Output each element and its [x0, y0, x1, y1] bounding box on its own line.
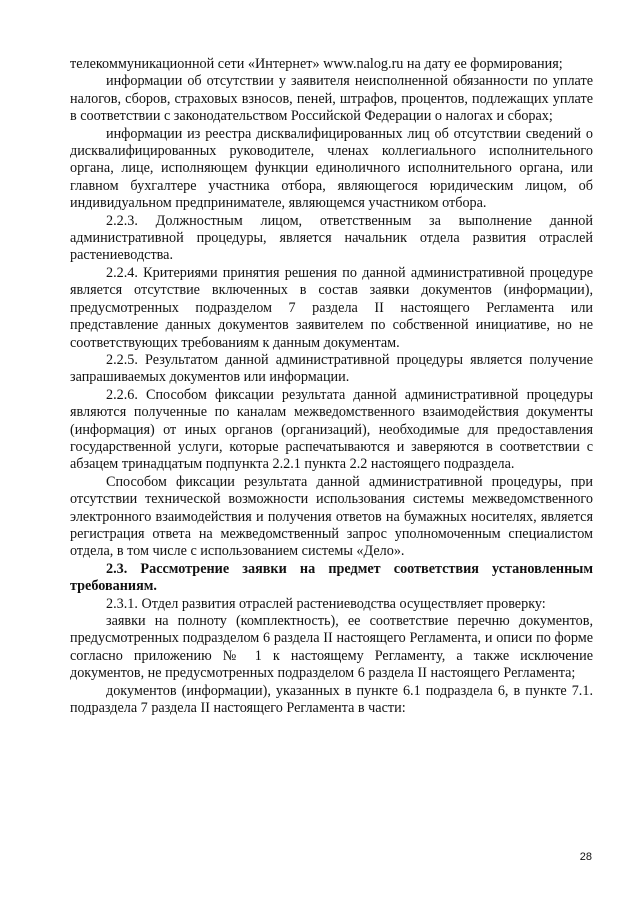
paragraph-2-3-1: 2.3.1. Отдел развития отраслей растениеводства осуществляет проверку: [106, 595, 546, 612]
paragraph-tax-obligations: информации об отсутствии у заявителя неисполненной обязанности по уплате налогов, сборов, страховых взносов, пеней, штрафов, процентов, подлежащих уплате в соответствии с законодательством Российской Федерации о налогах и сборах; [70, 73, 593, 125]
paragraph-disqualified-registry: информации из реестра дисквалифицированных лиц об отсутствии сведений о дисквалифицированных руководителе, членах коллегиального исполнительного органа, лице, исполняющем функции единоличного исполнительного органа, или главном бухгалтере участника отбора, являющегося юридическим лицом, об индивидуальном предпринимателе, являющемся участником отбора. [70, 125, 593, 212]
section-heading-2-3: 2.3. Рассмотрение заявки на предмет соответствия установленным требованиям. [70, 560, 593, 595]
paragraph-2-2-4: 2.2.4. Критериями принятия решения по данной административной процедуре является отсутствие включенных в состав заявки документов (информации), предусмотренных подразделом 7 раздела II настоящего Регламента или представление данных документов заявителем по собственной инициативе, но не соответствующих требованиям к данным документам. [70, 264, 593, 351]
paragraph-2-2-5: 2.2.5. Результатом данной административной процедуры является получение запрашиваемых документов или информации. [70, 351, 593, 386]
paragraph-2-2-6: 2.2.6. Способом фиксации результата данной административной процедуры являются полученные по каналам межведомственного взаимодействия документы (информация) от иных органов (организаций), необходимые для предоставления государственной услуги, которые распечатываются и заверяются в соответствии с абзацем тринадцатым подпункта 2.2.1 пункта 2.2 настоящего подраздела. [70, 386, 593, 473]
page-number: 28 [579, 851, 592, 863]
paragraph-documents-check: документов (информации), указанных в пункте 6.1 подраздела 6, в пункте 7.1. подраздела 7 раздела II настоящего Регламента в части: [70, 682, 593, 717]
paragraph-continuation: телекоммуникационной сети «Интернет» www.nalog.ru на дату ее формирования; [70, 56, 563, 72]
paragraph-completeness-check: заявки на полноту (комплектность), ее соответствие перечню документов, предусмотренных подразделом 6 раздела II настоящего Регламента, и описи по форме согласно приложению № 1 к настоящему Регламенту, а также исключение документов, не предусмотренных подразделом 6 раздела II настоящего Регламента; [70, 613, 593, 682]
paragraph-2-2-3: 2.2.3. Должностным лицом, ответственным за выполнение данной административной процедуры, является начальник отдела развития отраслей растениеводства. [70, 212, 593, 264]
paragraph-fixation-method: Способом фиксации результата данной административной процедуры, при отсутствии технической возможности использования системы межведомственного электронного взаимодействия и получения ответов на бумажных носителях, является регистрация ответа на межведомственный запрос уполномоченным специалистом отдела, в том числе с использованием системы «Дело». [70, 473, 593, 560]
